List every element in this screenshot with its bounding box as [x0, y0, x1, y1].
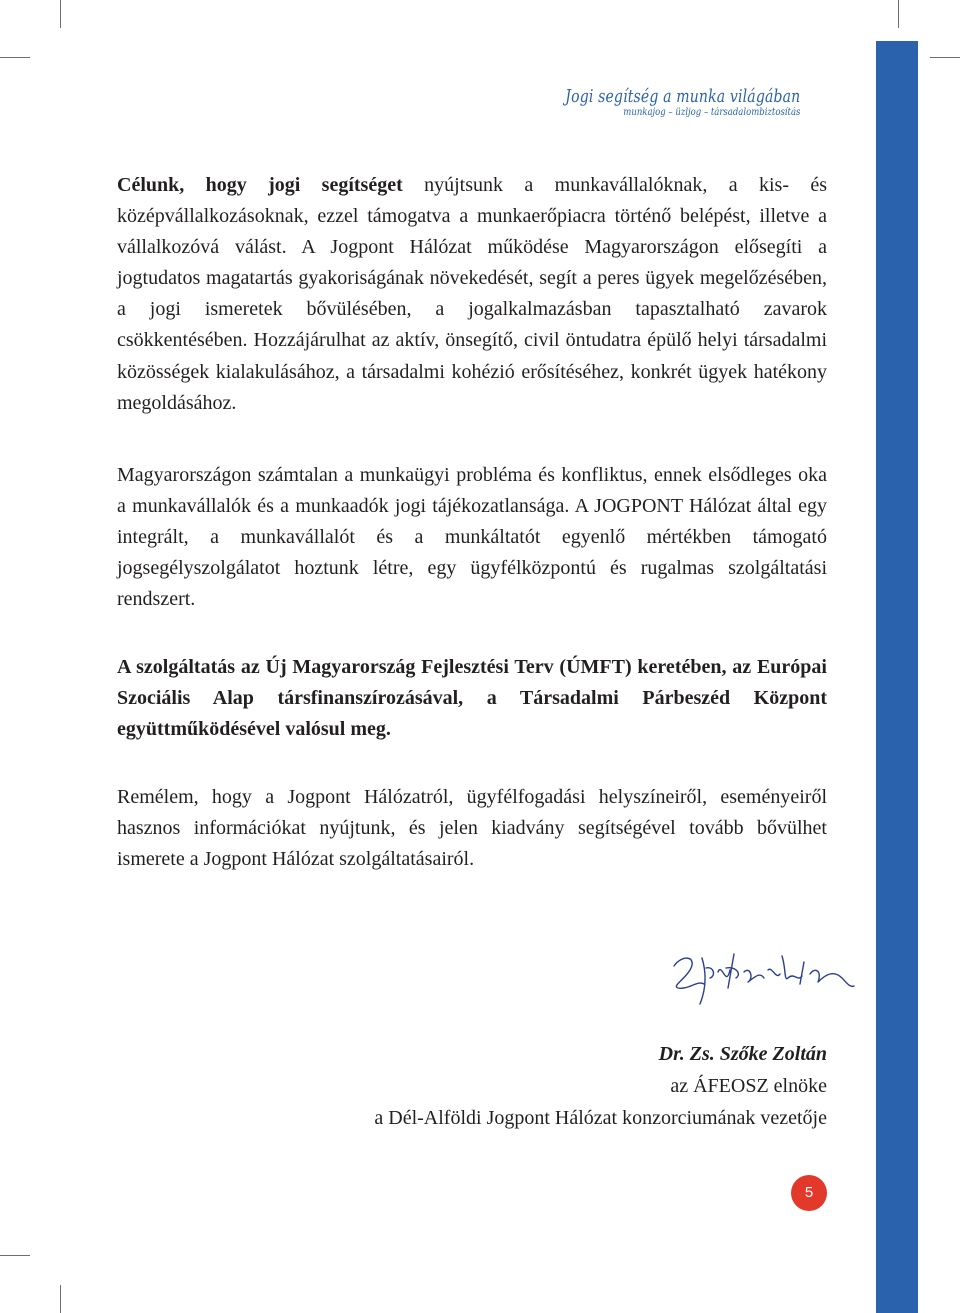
paragraph-intro — [117, 170, 827, 419]
crop-mark — [0, 57, 30, 58]
crop-mark — [930, 57, 960, 58]
crop-mark — [60, 1285, 61, 1313]
handwritten-signature — [664, 948, 860, 1008]
crop-mark — [898, 0, 899, 28]
signature-block — [374, 1038, 827, 1134]
signatory-name: Dr. Zs. Szőke Zoltán — [658, 1043, 827, 1065]
header-title: Jogi segítség a munka világában — [564, 86, 800, 107]
signatory-role: az ÁFEOSZ elnöke — [670, 1075, 827, 1097]
running-header — [499, 86, 800, 118]
paragraph-problem: Magyarországon számtalan a munkaügyi probléma és konfliktus, ennek elsődleges oka a munkavállalók és a munkaadók jogi tájékozatlansága. A JOGPONT Hálózat által egy integrált, a munkavállalót és a munkáltatót egyenlő mértékben támogató jogsegélyszolgálatot hoztunk létre, egy ügyfélközpontú és rugalmas szolgáltatási rendszert. — [117, 464, 827, 611]
crop-mark — [60, 0, 61, 28]
crop-mark — [0, 1255, 30, 1256]
paragraph-closing: Remélem, hogy a Jogpont Hálózatról, ügyfélfogadási helyszíneiről, eseményeiről hasznos információkat nyújtunk, és jelen kiadvány segítségével tovább bővülhet ismerete a Jogpont Hálózat szolgáltatásairól. — [117, 786, 827, 871]
page-number-badge: 5 — [791, 1175, 827, 1211]
paragraph-funding: A szolgáltatás az Új Magyarország Fejlesztési Terv (ÚMFT) keretében, az Európai Szociális Alap társfinanszírozásával, a Társadalmi Párbeszéd Központ együttműködésével valósul meg. — [117, 656, 827, 741]
intro-body: nyújtsunk a munkavállalóknak, a kis- és középvállalkozásoknak, ezzel támogatva a munkaerőpiacra történő belépést, illetve a vállalkozóvá válást. A Jogpont Hálózat működése Magyarországon elősegíti a jogtudatos magatartás gyakoriságának növekedését, segít a peres ügyek megelőzésében, a jogi ismeretek bővülésében, a jogalkalmazásban tapasztalható zavarok csökkentésében. Hozzájárulhat az aktív, önsegítő, civil öntudatra épülő helyi társadalmi közösségek kialakulásához, a társadalmi kohézió erősítéséhez, konkrét ügyek hatékony megoldásához. — [117, 174, 827, 414]
side-color-bar — [876, 41, 918, 1313]
header-subtitle: munkajog – üzljog – társadalombiztosítás — [622, 107, 800, 118]
intro-bold-lead: Célunk, hogy jogi segítséget — [117, 174, 403, 196]
signatory-organization: a Dél-Alföldi Jogpont Hálózat konzorciumának vezetője — [374, 1107, 827, 1129]
